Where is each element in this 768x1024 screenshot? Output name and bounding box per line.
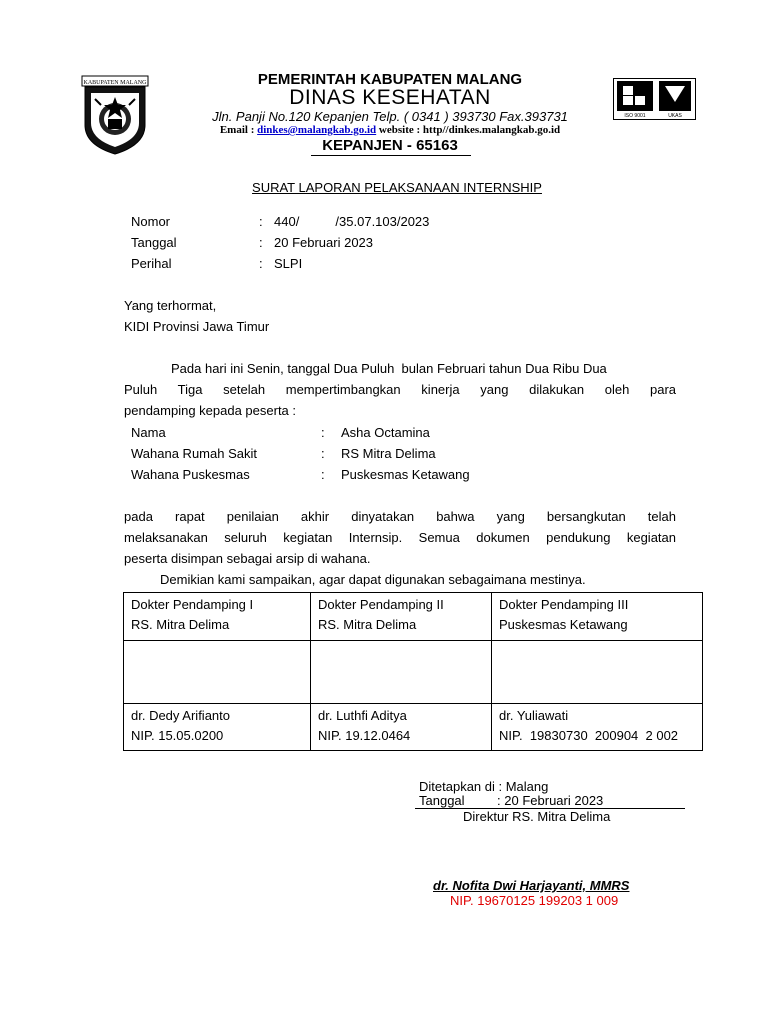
supervisor-nip: NIP. 19.12.0464 [318,727,411,743]
approval-location: Ditetapkan di : Malang [419,779,549,794]
body-paragraph2-line2: melaksanakan seluruh kegiatan Internsip. Semua dokumen pendukung kegiatan [124,530,676,545]
meta-value-perihal: SLPI [274,256,303,271]
meta-label-tanggal: Tanggal [131,235,177,250]
detail-value-puskesmas: Puskesmas Ketawang [341,467,470,482]
meta-sep: : [259,256,263,271]
website-text: website : http//dinkes.malangkab.go.id [376,124,561,136]
svg-text:KABUPATEN MALANG: KABUPATEN MALANG [83,80,147,86]
body-paragraph2-line1: pada rapat penilaian akhir dinyatakan bahwa yang bersangkutan telah [124,509,676,524]
director-title: Direktur RS. Mitra Delima [463,809,611,824]
signature-header-cell [492,593,703,641]
letter-title: SURAT LAPORAN PELAKSANAAN INTERNSHIP [252,180,542,195]
contact-line [0,124,768,136]
svg-text:UKAS: UKAS [668,113,682,119]
supervisor-nip: NIP. 19830730 200904 2 002 [499,727,679,743]
signature-header-cell [124,593,311,641]
table-row [124,640,703,703]
recipient: KIDI Provinsi Jawa Timur [124,319,270,334]
header-underline [311,155,471,156]
meta-value-tanggal: 20 Februari 2023 [274,235,374,250]
city-postal-code: KEPANJEN - 65163 [322,137,458,154]
supervisor-role: Dokter Pendamping III [499,597,629,612]
signer-name: dr. Nofita Dwi Harjayanti, MMRS [433,878,630,893]
signature-name-cell [311,703,492,751]
supervisor-role: Dokter Pendamping I [131,597,254,612]
supervisor-name: dr. Dedy Arifianto [131,707,230,723]
meta-sep: : [259,214,263,229]
meta-value-nomor: 440/ /35.07.103/2023 [274,214,430,229]
signature-space [492,640,703,703]
signature-table [123,592,703,751]
signature-name-cell [124,703,311,751]
supervisor-name: dr. Luthfi Aditya [318,707,407,723]
signature-name-cell [492,703,703,751]
table-row [124,703,703,751]
closing-sentence: Demikian kami sampaikan, agar dapat digunakan sebagaimana mestinya. [160,572,586,587]
detail-sep: : [321,467,325,482]
body-paragraph1-line2: Puluh Tiga setelah mempertimbangkan kinerja yang dilakukan oleh para [124,382,676,397]
email-link[interactable]: dinkes@malangkab.go.id [257,124,377,136]
signature-space [124,640,311,703]
government-name: PEMERINTAH KABUPATEN MALANG [257,71,523,88]
detail-sep: : [321,425,325,440]
meta-sep: : [259,235,263,250]
body-paragraph1-line3: pendamping kepada peserta : [124,403,297,418]
detail-label-nama: Nama [131,425,166,440]
detail-label-rumah-sakit: Wahana Rumah Sakit [131,446,257,461]
department-name: DINAS KESEHATAN [289,86,491,109]
svg-text:ISO 9001: ISO 9001 [624,113,646,119]
meta-label-nomor: Nomor [131,214,171,229]
approval-date: Tanggal : 20 Februari 2023 [419,793,604,808]
salutation: Yang terhormat, [124,298,217,313]
body-paragraph2-line3: peserta disimpan sebagai arsip di wahana. [124,551,371,566]
table-row [124,593,703,641]
supervisor-nip: NIP. 15.05.0200 [131,727,224,743]
detail-label-puskesmas: Wahana Puskesmas [131,467,250,482]
supervisor-role: Dokter Pendamping II [318,597,444,612]
supervisor-place: RS. Mitra Delima [131,617,230,632]
signer-nip: NIP. 19670125 199203 1 009 [450,893,619,908]
signature-space [311,640,492,703]
body-paragraph1-line1: Pada hari ini Senin, tanggal Dua Puluh bulan Februari tahun Dua Ribu Dua [171,361,607,376]
supervisor-name: dr. Yuliawati [499,707,569,723]
supervisor-place: RS. Mitra Delima [318,617,417,632]
detail-value-rumah-sakit: RS Mitra Delima [341,446,436,461]
signature-header-cell [311,593,492,641]
email-label: Email : [219,124,258,136]
supervisor-place: Puskesmas Ketawang [499,617,628,632]
approval-block [419,780,603,808]
detail-sep: : [321,446,325,461]
detail-value-nama: Asha Octamina [341,425,430,440]
department-address: Jln. Panji No.120 Kepanjen Telp. ( 0341 ) 393730 Fax.393731 [212,109,568,124]
meta-label-perihal: Perihal [131,256,172,271]
